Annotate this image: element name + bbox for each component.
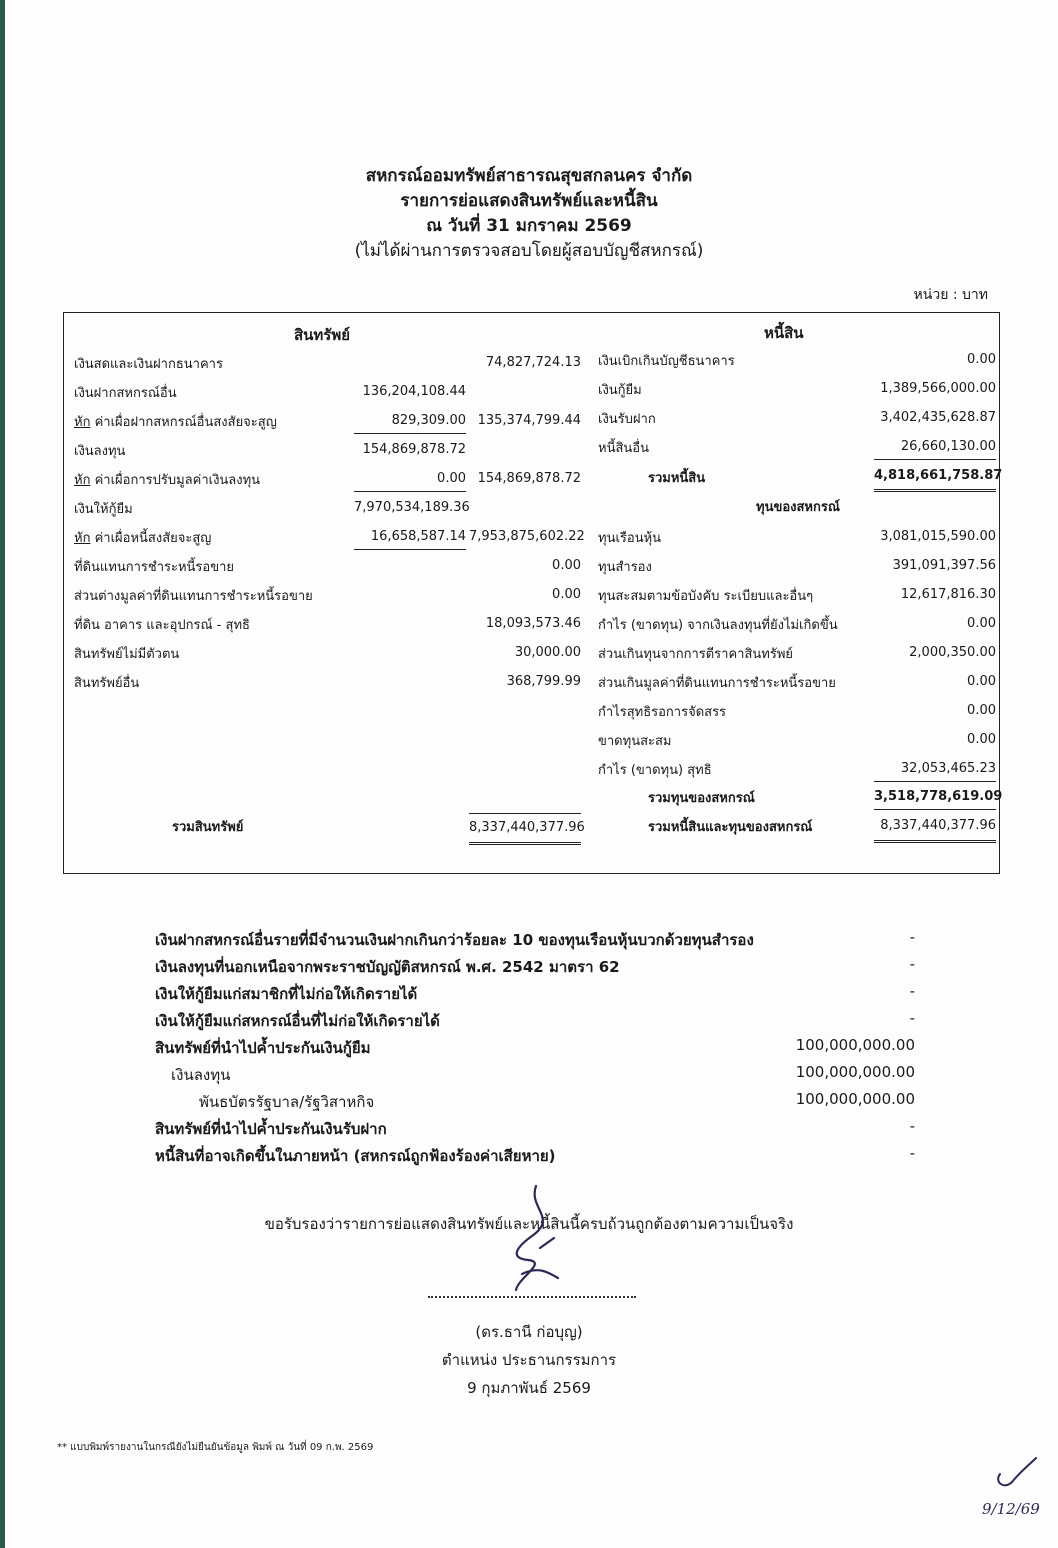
organization-name: สหกรณ์ออมทรัพย์สาธารณสุขสกลนคร จำกัด [365,166,693,186]
note-value: 100,000,000.00 [795,1063,915,1081]
note-row [155,924,915,951]
asset-label: เงินสดและเงินฝากธนาคาร [74,357,223,372]
asset-total: 7,953,875,602.22 [469,529,585,544]
note-value: - [909,955,915,973]
note-label: สินทรัพย์ที่นำไปค้ำประกันเงินกู้ยืม [155,1039,371,1057]
equity-value: 32,053,465.23 [874,761,996,782]
liability-label: เงินรับฝาก [598,412,656,427]
total-assets-label: รวมสินทรัพย์ [172,820,244,835]
asset-label [74,531,211,547]
equity-value: 0.00 [967,674,996,689]
asset-total: 30,000.00 [514,645,581,660]
audit-note: (ไม่ได้ผ่านการตรวจสอบโดยผู้สอบบัญชีสหกรณ์) [354,241,704,261]
asset-label: สินทรัพย์อื่น [74,676,140,691]
asset-label: สินทรัพย์ไม่มีตัวตน [74,647,180,662]
asset-label-text: ค่าเผื่อการปรับมูลค่าเงินลงทุน [90,473,261,488]
asset-total: 368,799.99 [506,674,581,689]
equity-value: 0.00 [967,703,996,718]
total-liab-equity-label: รวมหนี้สินและทุนของสหกรณ์ [648,820,813,835]
asset-label: เงินให้กู้ยืม [74,502,133,517]
asset-amount: 7,970,534,189.36 [354,500,470,515]
total-equity-value: 3,518,778,619.09 [874,789,996,810]
equity-heading: ทุนของสหกรณ์ [756,500,840,515]
signer-date: 9 กุมภาพันธ์ 2569 [467,1379,591,1397]
note-row [155,1032,915,1059]
equity-label: ส่วนเกินมูลค่าที่ดินแทนการชำระหนี้รอขาย [598,676,836,691]
equity-label: กำไร (ขาดทุน) จากเงินลงทุนที่ยังไม่เกิดขึ้น [598,618,838,633]
note-label: เงินฝากสหกรณ์อื่นรายที่มีจำนวนเงินฝากเกินกว่าร้อยละ 10 ของทุนเรือนหุ้นบวกด้วยทุนสำรอง [155,931,754,949]
asset-total: 154,869,878.72 [477,471,581,486]
signature-line [428,1296,636,1298]
equity-label: กำไร (ขาดทุน) สุทธิ [598,763,712,778]
asset-total: 18,093,573.46 [485,616,581,631]
liability-value: 1,389,566,000.00 [880,381,996,396]
less-prefix: หัก [74,531,91,546]
note-label: พันธบัตรรัฐบาล/รัฐวิสาหกิจ [199,1093,375,1111]
equity-value: 0.00 [967,616,996,631]
handwritten-check-mark [978,1452,1054,1522]
note-label: เงินลงทุนที่นอกเหนือจากพระราชบัญญัติสหกรณ์ พ.ศ. 2542 มาตรา 62 [155,958,620,976]
liability-label: เงินเบิกเกินบัญชีธนาคาร [598,354,735,369]
asset-amount: 0.00 [354,471,466,492]
assets-heading: สินทรัพย์ [294,326,351,344]
asset-label: เงินฝากสหกรณ์อื่น [74,386,177,401]
note-value: - [909,1144,915,1162]
asset-total: 0.00 [552,558,581,573]
note-row [155,1113,915,1140]
equity-label: กำไรสุทธิรอการจัดสรร [598,705,727,720]
total-equity-label: รวมทุนของสหกรณ์ [648,791,755,806]
equity-value: 0.00 [967,732,996,747]
asset-label-text: ค่าเผื่อหนี้สงสัยจะสูญ [90,531,212,546]
liability-value: 26,660,130.00 [874,439,996,460]
handwritten-date: 9/12/69 [982,1500,1040,1518]
asset-total: 0.00 [552,587,581,602]
report-date: ณ วันที่ 31 มกราคม 2569 [426,216,632,236]
equity-label: ทุนสำรอง [598,560,652,575]
signature-image [488,1178,578,1298]
equity-label: ส่วนเกินทุนจากการตีราคาสินทรัพย์ [598,647,793,662]
note-label: สินทรัพย์ที่นำไปค้ำประกันเงินรับฝาก [155,1120,387,1138]
note-label: เงินให้กู้ยืมแก่สมาชิกที่ไม่ก่อให้เกิดรายได้ [155,985,418,1003]
asset-label [74,415,277,431]
note-row [155,1086,915,1113]
liabilities-heading: หนี้สิน [764,324,804,342]
asset-label: ที่ดินแทนการชำระหนี้รอขาย [74,560,235,575]
asset-amount: 154,869,878.72 [362,442,466,457]
equity-label: ขาดทุนสะสม [598,734,672,749]
liability-label: เงินกู้ยืม [598,383,642,398]
equity-label: ทุนเรือนหุ้น [598,531,662,546]
equity-label: ทุนสะสมตามข้อบังคับ ระเบียบและอื่นๆ [598,589,814,604]
less-prefix: หัก [74,473,91,488]
note-row [155,1140,915,1167]
liability-value: 0.00 [967,352,996,367]
asset-label: เงินลงทุน [74,444,126,459]
note-value: - [909,982,915,1000]
unit-label: หน่วย : บาท [913,287,988,303]
liability-value: 3,402,435,628.87 [880,410,996,425]
equity-value: 3,081,015,590.00 [880,529,996,544]
signer-name: (ดร.ธานี ก่อบุญ) [475,1323,583,1341]
total-liab-equity-value: 8,337,440,377.96 [874,818,996,843]
print-footnote: ** แบบพิมพ์รายงานในกรณียังไม่ยืนยันข้อมูล พิมพ์ ณ วันที่ 09 ก.พ. 2569 [57,1442,374,1453]
document-header [0,164,1058,264]
note-value: - [909,1117,915,1135]
equity-value: 2,000,350.00 [909,645,996,660]
signer-position: ตำแหน่ง ประธานกรรมการ [441,1351,617,1369]
balance-sheet-table [63,312,1003,874]
note-row [155,978,915,1005]
certification-text: ขอรับรองว่ารายการย่อแสดงสินทรัพย์และหนี้สินนี้ครบถ้วนถูกต้องตามความเป็นจริง [264,1215,794,1233]
note-value: 100,000,000.00 [795,1036,915,1054]
note-label: เงินลงทุน [171,1066,231,1084]
total-liabilities-value: 4,818,661,758.87 [874,468,996,492]
note-row [155,1005,915,1032]
note-label: เงินให้กู้ยืมแก่สหกรณ์อื่นที่ไม่ก่อให้เกิดรายได้ [155,1012,440,1030]
note-row [155,1059,915,1086]
note-label: หนี้สินที่อาจเกิดขึ้นในภายหน้า (สหกรณ์ถูกฟ้องร้องค่าเสียหาย) [155,1147,556,1165]
asset-amount: 16,658,587.14 [354,529,466,550]
note-value: 100,000,000.00 [795,1090,915,1108]
asset-amount: 136,204,108.44 [362,384,466,399]
liability-label: หนี้สินอื่น [598,441,649,456]
note-row [155,951,915,978]
asset-total: 135,374,799.44 [477,413,581,428]
asset-amount: 829,309.00 [354,413,466,434]
asset-label: ที่ดิน อาคาร และอุปกรณ์ - สุทธิ [74,618,250,633]
asset-label [74,473,260,489]
asset-total: 74,827,724.13 [485,355,581,370]
report-title: รายการย่อแสดงสินทรัพย์และหนี้สิน [400,191,658,211]
note-value: - [909,1009,915,1027]
note-value: - [909,928,915,946]
asset-label: ส่วนต่างมูลค่าที่ดินแทนการชำระหนี้รอขาย [74,589,313,604]
total-assets-value: 8,337,440,377.96 [469,813,581,845]
asset-label-text: ค่าเผื่อฝากสหกรณ์อื่นสงสัยจะสูญ [90,415,277,430]
total-liabilities-label: รวมหนี้สิน [648,471,706,486]
equity-value: 12,617,816.30 [900,587,996,602]
equity-value: 391,091,397.56 [892,558,996,573]
less-prefix: หัก [74,415,91,430]
disclosure-notes [155,924,915,1167]
